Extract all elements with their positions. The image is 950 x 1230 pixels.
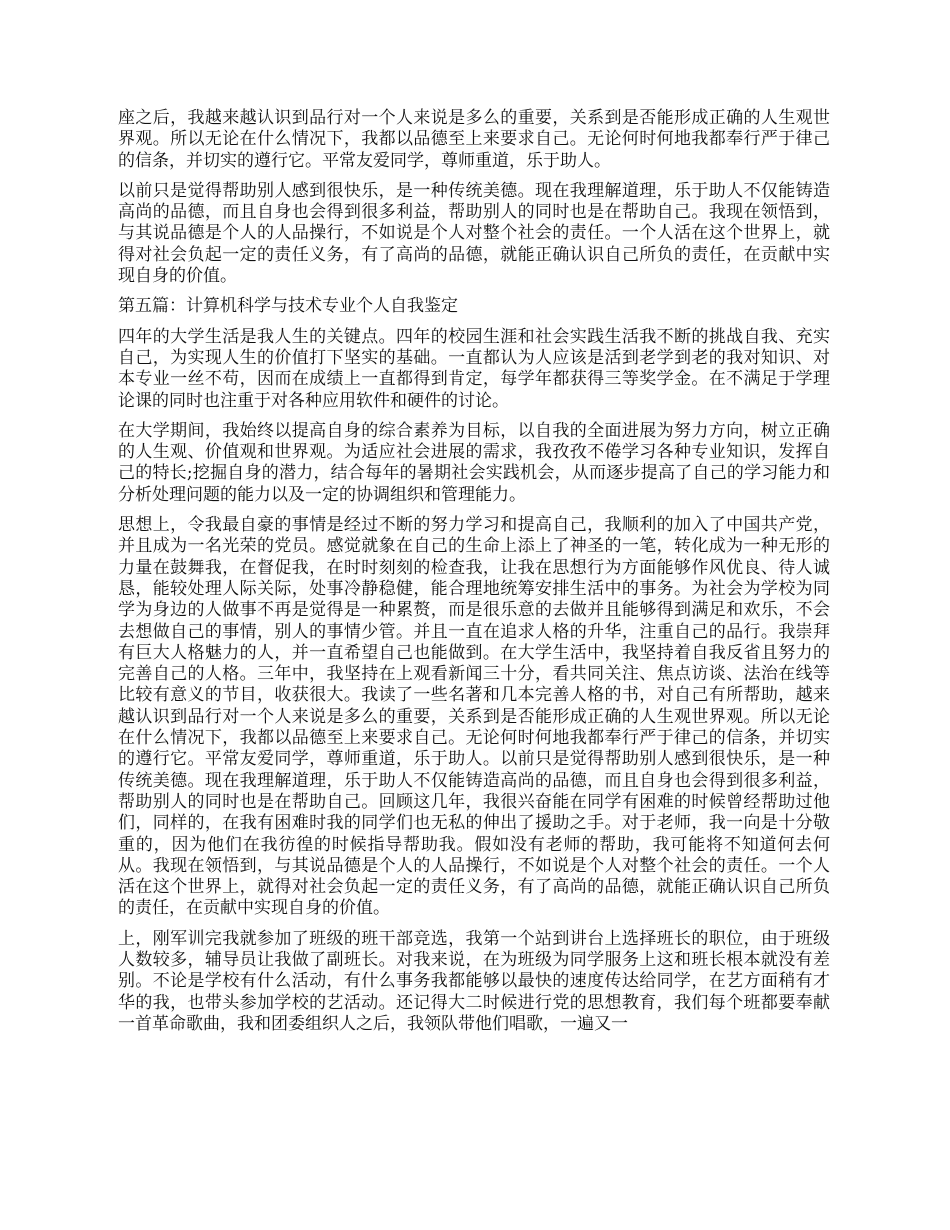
paragraph-university-life: 四年的大学生活是我人生的关键点。四年的校园生涯和社会实践生活我不断的挑战自我、充实自己，为实现人生的价值打下坚实的基础。一直都认为人应该是活到老学到老的我对知识、对本专业一丝不苟，因而在成绩上一直都得到肯定，每学年都获得三等奖学金。在不满足于学理论课的同时也注重于对各种应用软件和硬件的讨论。	[118, 326, 830, 411]
paragraph-study-period: 在大学期间，我始终以提高自身的综合素养为目标，以自我的全面进展为努力方向，树立正确的人生观、价值观和世界观。为适应社会进展的需求，我孜孜不倦学习各种专业知识，发挥自己的特长;挖掘自身的潜力，结合每年的暑期社会实践机会，从而逐步提高了自己的学习能力和分析处理问题的能力以及一定的协调组织和管理能力。	[118, 420, 830, 505]
paragraph-helping-others: 以前只是觉得帮助别人感到很快乐，是一种传统美德。现在我理解道理，乐于助人不仅能铸造高尚的品德，而且自身也会得到很多利益，帮助别人的同时也是在帮助自己。我现在领悟到，与其说品德是个人的人品操行，不如说是个人对整个社会的责任。一个人活在这个世界上，就得对社会负起一定的责任义务，有了高尚的品德，就能正确认识自己所负的责任，在贡献中实现自身的价值。	[118, 180, 830, 287]
section-heading: 第五篇：计算机科学与技术专业个人自我鉴定	[118, 296, 458, 317]
paragraph-character-importance: 座之后，我越来越认识到品行对一个人来说是多么的重要，关系到是否能形成正确的人生观世界观。所以无论在什么情况下，我都以品德至上来要求自己。无论何时何地我都奉行严于律己的信条，并切实的遵行它。平常友爱同学，尊师重道，乐于助人。	[118, 108, 830, 171]
document-body	[118, 108, 830, 1044]
paragraph-ideology: 思想上，令我最自豪的事情是经过不断的努力学习和提高自己，我顺利的加入了中国共产党，并且成为一名光荣的党员。感觉就象在自己的生命上添上了神圣的一笔，转化成为一种无形的力量在鼓舞我，在督促我，在时时刻刻的检查我，让我在思想行为方面能够作风优良、待人诚恳，能较处理人际关际，处事冷静稳健，能合理地统筹安排生活中的事务。为社会为学校为同学为身边的人做事不再是觉得是一种累赘，而是很乐意的去做并且能够得到满足和欢乐，不会去想做自己的事情，别人的事情少管。并且一直在追求人格的升华，注重自己的品行。我崇拜有巨大人格魅力的人，并一直希望自己也能做到。在大学生活中，我坚持着自我反省且努力的完善自己的人格。三年中，我坚持在上观看新闻三十分，看共同关注、焦点访谈、法治在线等比较有意义的节目，收获很大。我读了一些名著和几本完善人格的书，对自己有所帮助，越来越认识到品行对一个人来说是多么的重要，关系到是否能形成正确的人生观世界观。所以无论在什么情况下，我都以品德至上来要求自己。无论何时何地我都奉行严于律己的信条，并切实的遵行它。平常友爱同学，尊师重道，乐于助人。以前只是觉得帮助别人感到很快乐，是一种传统美德。现在我理解道理，乐于助人不仅能铸造高尚的品德，而且自身也会得到很多利益，帮助别人的同时也是在帮助自己。回顾这几年，我很兴奋能在同学有困难的时候曾经帮助过他们，同样的，在我有困难时我的同学们也无私的伸出了援助之手。对于老师，我一向是十分敬重的，因为他们在我彷徨的时候指导帮助我。假如没有老师的帮助，我可能将不知道何去何从。我现在领悟到，与其说品德是个人的人品操行，不如说是个人对整个社会的责任。一个人活在这个世界上，就得对社会负起一定的责任义务，有了高尚的品德，就能正确认识自己所负的责任，在贡献中实现自身的价值。	[118, 515, 830, 919]
paragraph-class-work: 上，刚军训完我就参加了班级的班干部竞选，我第一个站到讲台上选择班长的职位，由于班级人数较多，辅导员让我做了副班长。对我来说，在为班级为同学服务上这和班长根本就没有差别。不论是学校有什么活动，有什么事务我都能够以最快的速度传达给同学，在艺方面稍有才华的我，也带头参加学校的艺活动。还记得大二时候进行党的思想教育，我们每个班都要奉献一首革命歌曲，我和团委组织人之后，我领队带他们唱歌，一遍又一	[118, 928, 830, 1034]
